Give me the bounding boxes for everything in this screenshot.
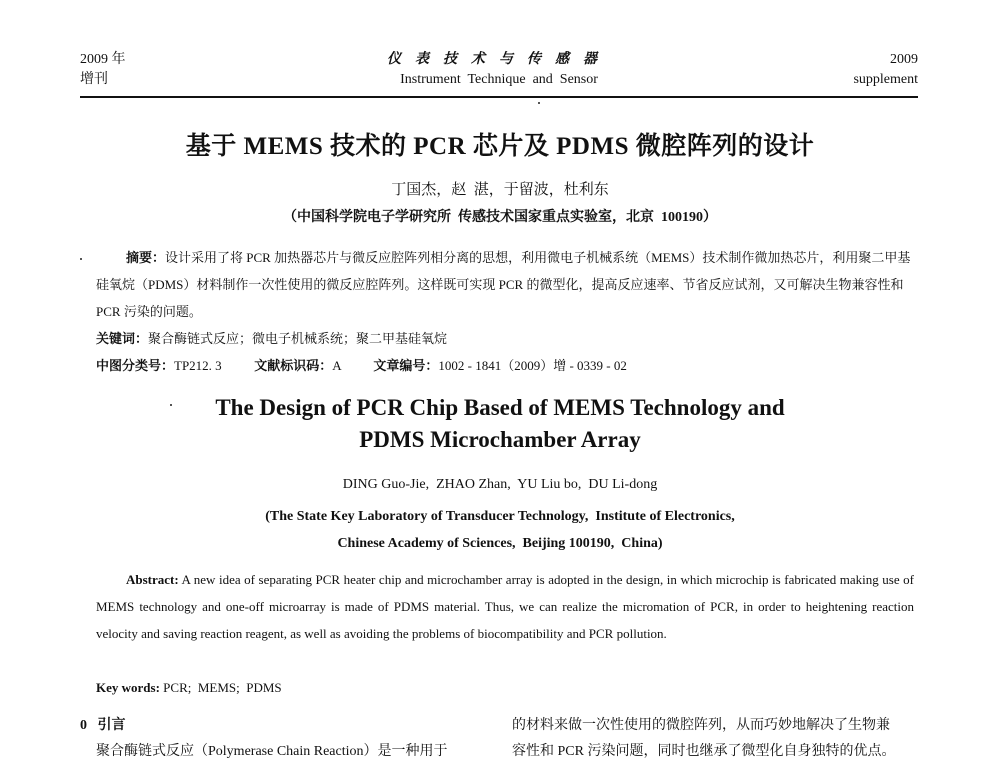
header-year-right: 2009 xyxy=(890,52,918,67)
affiliation-cn: （中国科学院电子学研究所 传感技术国家重点实验室，北京 100190） xyxy=(283,210,717,225)
header-issue-left: 增刊 xyxy=(80,72,108,87)
journal-title-cn: 仪表技术与传感器 xyxy=(387,52,611,67)
paper-title-cn: 基于 MEMS 技术的 PCR 芯片及 PDMS 微腔阵列的设计 xyxy=(185,133,815,160)
article-number-label: 文章编号： xyxy=(373,358,439,373)
paper-title-en xyxy=(0,392,1000,456)
header-year-left: 2009 年 xyxy=(80,52,126,67)
journal-title-en: Instrument Technique and Sensor xyxy=(400,72,598,87)
keywords-cn-text: 聚合酶链式反应；微电子机械系统；聚二甲基硅氧烷 xyxy=(148,331,448,346)
abstract-cn-label: 摘要： xyxy=(126,250,166,265)
abstract-cn-text: 设计采用了将 PCR 加热器芯片与微反应腔阵列相分离的思想，利用微电子机械系统（MEMS）技术制作微加热芯片，利用聚二甲基硅氧烷（PDMS）材料制作一次性使用的微反应腔阵列。这样既可实现 PCR 的微型化，提高反应速率、节省反应试剂，又可解决生物兼容性和 PCR 污染的问题。 xyxy=(96,250,911,319)
clc-value: TP212. 3 xyxy=(174,358,222,373)
abstract-cn xyxy=(96,244,914,325)
body-text-right-line2: 容性和 PCR 污染问题，同时也继承了微型化自身独特的优点。 xyxy=(512,744,896,759)
abstract-en xyxy=(96,566,914,647)
header-issue-right: supplement xyxy=(853,72,918,87)
doc-code-label: 文献标识码： xyxy=(254,358,333,373)
keywords-cn xyxy=(96,325,914,352)
paper-title-en-line1: The Design of PCR Chip Based of MEMS Technology and xyxy=(215,395,785,420)
section-title: 引言 xyxy=(97,718,126,733)
scan-speck xyxy=(170,404,172,406)
keywords-cn-label: 关键词： xyxy=(96,331,149,346)
affiliation-en-line1: (The State Key Laboratory of Transducer Technology, Institute of Electronics, xyxy=(265,509,735,524)
affiliation-en xyxy=(0,503,1000,557)
authors-cn: 丁国杰，赵 湛，于留波，杜利东 xyxy=(391,182,609,198)
body-text-right-line1: 的材料来做一次性使用的微腔阵列，从而巧妙地解决了生物兼 xyxy=(512,718,890,733)
abstract-en-label: Abstract: xyxy=(126,572,179,587)
authors-en: DING Guo-Jie, ZHAO Zhan, YU Liu bo, DU Li-dong xyxy=(342,477,658,492)
keywords-en-text: PCR; MEMS; PDMS xyxy=(159,680,282,695)
abstract-en-text: A new idea of separating PCR heater chip and microchamber array is adopted in the design, in which microchip is fabricated making use of MEMS technology and one-off microarray is made of PDMS material. Thus, we can realize the micromation of PCR, in order to heightening reaction velocity and saving reaction reagent, as well as avoiding the problems of biocompatibility and PCR pollution. xyxy=(96,572,914,641)
header-center xyxy=(80,50,918,90)
keywords-en xyxy=(96,674,914,701)
doc-code-value: A xyxy=(332,358,341,373)
page-header xyxy=(80,50,918,98)
affiliation-en-line2: Chinese Academy of Sciences, Beijing 100190, China) xyxy=(337,536,663,551)
header-right xyxy=(853,50,918,90)
scan-speck xyxy=(80,258,82,260)
article-number-value: 1002 - 1841（2009）增 - 0339 - 02 xyxy=(438,358,627,373)
clc-label: 中图分类号： xyxy=(96,358,175,373)
keywords-en-label: Key words: xyxy=(96,680,160,695)
section-number: 0 xyxy=(80,718,87,733)
paper-title-en-line2: PDMS Microchamber Array xyxy=(359,427,641,452)
scan-speck xyxy=(538,102,540,104)
section-heading xyxy=(80,714,126,734)
body-text-left: 聚合酶链式反应（Polymerase Chain Reaction）是一种用于 xyxy=(96,744,448,759)
classification-line xyxy=(96,352,914,379)
